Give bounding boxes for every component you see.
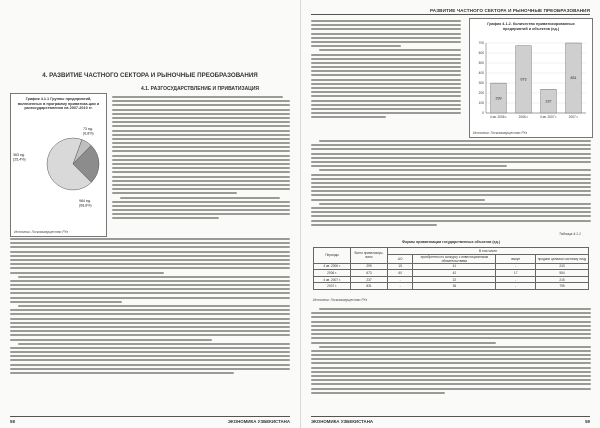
table-cell: - bbox=[388, 283, 413, 290]
bar-value-label: 237 bbox=[545, 99, 552, 104]
bar-value-label: 299 bbox=[495, 96, 502, 101]
running-head: РАЗВИТИЕ ЧАСТНОГО СЕКТОРА И РЫНОЧНЫЕ ПРЕОБРАЗОВАНИЯ bbox=[311, 8, 590, 15]
table-cell: - bbox=[496, 283, 536, 290]
table-cell: - bbox=[388, 276, 413, 283]
bar-value-label: 673 bbox=[520, 77, 527, 82]
bar-figure-source: Источник: Госкомимущество РУз bbox=[473, 131, 528, 135]
pie-figure-title: График 4.1.1 Группы предприятий, включенных в программу приватиза-ции и разгосударствления на 2007-2010 гг. bbox=[17, 97, 100, 111]
pie-slice-percent: (6,8%) bbox=[83, 131, 94, 136]
table-cell: 15 bbox=[388, 263, 413, 270]
body-text-full bbox=[10, 238, 290, 376]
table-row bbox=[314, 270, 589, 277]
table-cell: 4 кв. 2006 г. bbox=[314, 263, 351, 270]
table-cell: 60 bbox=[388, 270, 413, 277]
table-subheader-cell: приобретено по конкурсу с инвестиционными обязательствами bbox=[413, 254, 496, 263]
y-tick-label: 200 bbox=[478, 91, 484, 96]
table-header-cell: В том числе bbox=[388, 248, 589, 255]
table-cell: 831 bbox=[351, 283, 388, 290]
y-tick-label: 600 bbox=[478, 51, 484, 56]
bar-value-label: 831 bbox=[570, 76, 577, 81]
x-tick-label: 4 кв. 2007 г. bbox=[539, 115, 558, 119]
y-tick-label: 700 bbox=[478, 41, 484, 46]
table-cell: 42 bbox=[413, 270, 496, 277]
table-cell: 215 bbox=[536, 276, 589, 283]
pie-slice-label: 363 ед. bbox=[13, 153, 26, 157]
table-cell: 4 кв. 2007 г. bbox=[314, 276, 351, 283]
table-cell: 243 bbox=[536, 263, 589, 270]
table-cell: - bbox=[496, 276, 536, 283]
table-row bbox=[314, 283, 589, 290]
pie-figure bbox=[10, 93, 107, 237]
table-row bbox=[314, 263, 589, 270]
right-page bbox=[300, 0, 600, 428]
section-title: 4. РАЗВИТИЕ ЧАСТНОГО СЕКТОРА И РЫНОЧНЫЕ ПРЕОБРАЗОВАНИЯ bbox=[42, 72, 258, 79]
table-label: Таблица 4.1.1 bbox=[559, 232, 581, 236]
table-cell: 36 bbox=[413, 283, 496, 290]
bar-figure bbox=[469, 18, 593, 138]
footer-title: ЭКОНОМИКА УЗБЕКИСТАНА bbox=[227, 419, 290, 424]
table-subheader-cell: выкуп bbox=[496, 254, 536, 263]
table-cell: 22 bbox=[413, 276, 496, 283]
bar-figure-title: График 4.1.2. Количество приватизированных предприятий и объектов (ед.) bbox=[487, 22, 575, 31]
table-cell: 41 bbox=[413, 263, 496, 270]
pie-slice-label: 984 ед. bbox=[79, 199, 92, 203]
subsection-title: 4.1. РАЗГОСУДАРСТВЛЕНИЕ И ПРИВАТИЗАЦИЯ bbox=[140, 86, 260, 92]
body-text-full bbox=[311, 140, 591, 228]
body-text-col-top bbox=[311, 20, 461, 121]
pie-slice-label: 73 ед. bbox=[83, 127, 94, 131]
table-cell: 17 bbox=[496, 270, 536, 277]
table-cell: 237 bbox=[351, 276, 388, 283]
x-tick-label: 2007 г. bbox=[568, 115, 579, 119]
table-cell: 2007 г. bbox=[314, 283, 351, 290]
page-number: 59 bbox=[585, 419, 590, 424]
y-tick-label: 0 bbox=[482, 111, 484, 116]
table-cell: 2006 г. bbox=[314, 270, 351, 277]
footer-title: ЭКОНОМИКА УЗБЕКИСТАНА bbox=[311, 419, 374, 424]
table-header-cell: Периоды bbox=[314, 248, 351, 264]
table-subheader-cell: АО bbox=[388, 254, 413, 263]
body-text-bottom bbox=[311, 308, 591, 396]
pie-chart bbox=[11, 122, 106, 222]
y-tick-label: 400 bbox=[478, 71, 484, 76]
table-cell: - bbox=[496, 263, 536, 270]
table-cell: 795 bbox=[536, 283, 589, 290]
y-tick-label: 300 bbox=[478, 81, 484, 86]
pie-slice-percent: (25,4%) bbox=[13, 157, 26, 162]
table-row bbox=[314, 276, 589, 283]
table-cell: 554 bbox=[536, 270, 589, 277]
table-title: Формы приватизации государственных объектов (ед.) bbox=[401, 240, 501, 244]
x-tick-label: 2006 г. bbox=[518, 115, 529, 119]
body-text-col-top bbox=[112, 96, 290, 222]
table-subheader-cell: продано целиком частному лицу bbox=[536, 254, 589, 263]
y-tick-label: 500 bbox=[478, 61, 484, 66]
table-header-cell: Всего приватизиро-вано bbox=[351, 248, 388, 264]
x-tick-label: 4 кв. 2006 г. bbox=[489, 115, 508, 119]
table-source: Источник: Госкомимущество РУз bbox=[313, 298, 368, 302]
left-footer bbox=[10, 416, 290, 424]
right-footer bbox=[311, 416, 590, 424]
table-cell: 299 bbox=[351, 263, 388, 270]
pie-figure-source: Источник: Госкомимущество РУз bbox=[14, 230, 69, 234]
bar-chart bbox=[470, 37, 592, 125]
table-cell: 673 bbox=[351, 270, 388, 277]
page-number: 58 bbox=[10, 419, 15, 424]
y-tick-label: 100 bbox=[478, 101, 484, 106]
pie-slice-percent: (68,8%) bbox=[79, 203, 92, 208]
privatization-table bbox=[313, 247, 589, 290]
